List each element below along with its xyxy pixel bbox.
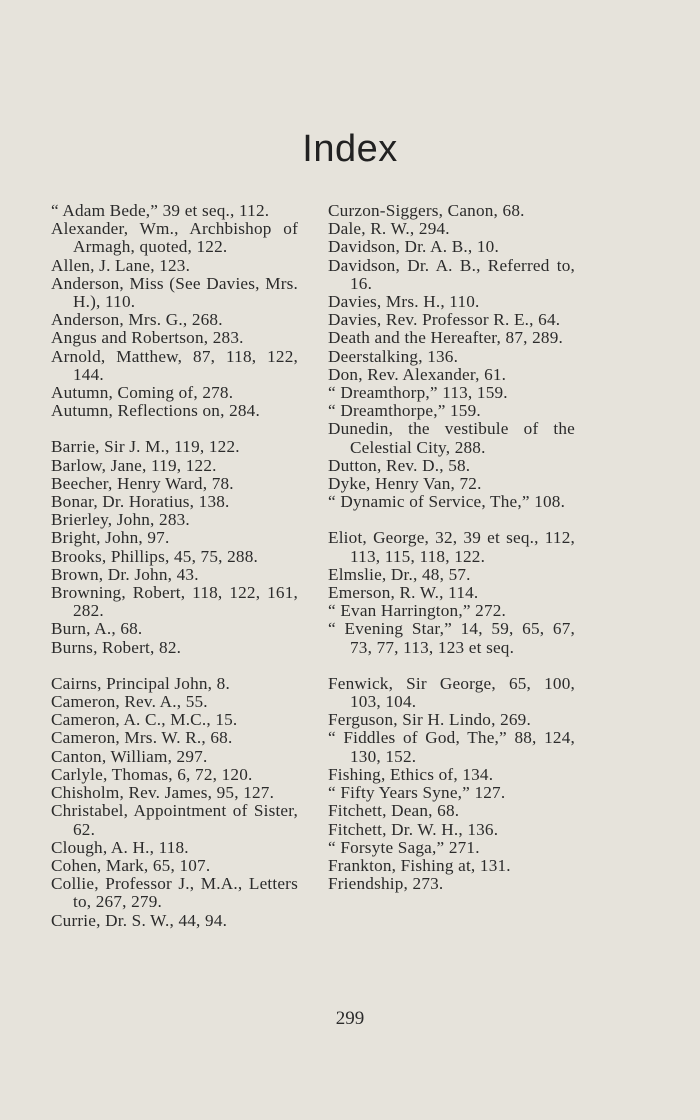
index-entry: “ Dynamic of Service, The,” 108.: [328, 492, 566, 512]
index-entry: Dyke, Henry Van, 72.: [328, 474, 482, 494]
index-entry: Dunedin, the vestibule of the Celestial City, 288.: [328, 419, 575, 457]
index-entry: Currie, Dr. S. W., 44, 94.: [51, 910, 228, 930]
index-entry: Fitchett, Dr. W. H., 136.: [328, 819, 499, 839]
index-entry: Emerson, R. W., 114.: [328, 583, 479, 603]
index-entry: Bonar, Dr. Horatius, 138.: [51, 492, 230, 512]
index-entry: Arnold, Matthew, 87, 118, 122, 144.: [51, 346, 298, 384]
index-entry: Bright, John, 97.: [51, 528, 170, 548]
index-entry: Angus and Robertson, 283.: [51, 328, 244, 348]
section-gap: [51, 657, 298, 675]
index-entry: Beecher, Henry Ward, 78.: [51, 473, 234, 493]
index-entry: “ Fifty Years Syne,” 127.: [328, 783, 506, 803]
index-entry: Don, Rev. Alexander, 61.: [328, 364, 507, 384]
index-entry: Frankton, Fishing at, 131.: [328, 855, 511, 875]
index-entry: Autumn, Reflections on, 284.: [51, 401, 260, 421]
index-entry: Davies, Rev. Professor R. E., 64.: [328, 310, 561, 330]
index-entry: “ Fiddles of God, The,” 88, 124, 130, 152.: [328, 728, 575, 766]
index-entry: Davies, Mrs. H., 110.: [328, 292, 480, 312]
index-entry: Cohen, Mark, 65, 107.: [51, 855, 211, 875]
index-entry: Davidson, Dr. A. B., 10.: [328, 237, 499, 257]
index-entry: Allen, J. Lane, 123.: [51, 255, 191, 275]
page-number: 299: [335, 1008, 365, 1029]
index-entry: Brooks, Phillips, 45, 75, 288.: [51, 546, 259, 566]
section-gap: [51, 420, 298, 438]
index-entry: “ Evening Star,” 14, 59, 65, 67, 73, 77, 113, 123 et seq.: [328, 619, 575, 657]
index-entry: Cameron, Rev. A., 55.: [51, 692, 208, 712]
index-entry: Ferguson, Sir H. Lindo, 269.: [328, 710, 531, 730]
index-column-right: [328, 202, 575, 893]
index-entry: “ Forsyte Saga,” 271.: [328, 837, 480, 857]
index-entry: Anderson, Miss (See Davies, Mrs. H.), 110.: [51, 273, 298, 312]
index-entry: Carlyle, Thomas, 6, 72, 120.: [51, 764, 253, 784]
index-entry: Eliot, George, 32, 39 et seq., 112, 113, 115, 118, 122.: [328, 528, 575, 566]
index-entry: “ Dreamthorp,” 113, 159.: [328, 383, 508, 403]
index-entry: Barrie, Sir J. M., 119, 122.: [51, 437, 240, 457]
index-entry: “ Dreamthorpe,” 159.: [328, 401, 481, 421]
index-entry: Burn, A., 68.: [51, 619, 143, 639]
index-entry: Clough, A. H., 118.: [51, 837, 189, 857]
index-entry: Cameron, Mrs. W. R., 68.: [51, 728, 233, 748]
index-entry: Browning, Robert, 118, 122, 161, 282.: [51, 583, 298, 621]
index-entry: Curzon-Siggers, Canon, 68.: [328, 201, 525, 220]
index-entry: “ Adam Bede,” 39 et seq., 112.: [51, 201, 270, 220]
index-entry: Davidson, Dr. A. B., Referred to, 16.: [328, 255, 575, 293]
index-entry: Chisholm, Rev. James, 95, 127.: [51, 783, 275, 803]
index-entry: Deerstalking, 136.: [328, 346, 459, 366]
index-entry: Fishing, Ethics of, 134.: [328, 764, 494, 784]
index-entry: Fenwick, Sir George, 65, 100, 103, 104.: [328, 673, 575, 712]
index-entry: Death and the Hereafter, 87, 289.: [328, 328, 563, 348]
page-title: Index: [302, 128, 398, 170]
index-entry: Collie, Professor J., M.A., Letters to, 267, 279.: [51, 874, 298, 912]
index-entry: Barlow, Jane, 119, 122.: [51, 455, 217, 475]
index-entry: Brown, Dr. John, 43.: [51, 564, 199, 584]
index-entry: Anderson, Mrs. G., 268.: [51, 310, 223, 330]
index-entry: Cairns, Principal John, 8.: [51, 673, 230, 693]
index-entry: Friendship, 273.: [328, 874, 444, 894]
index-column-left: [51, 202, 298, 930]
index-entry: Christabel, Appointment of Sister, 62.: [51, 801, 298, 839]
index-entry: Dutton, Rev. D., 58.: [328, 455, 471, 475]
index-entry: Dale, R. W., 294.: [328, 219, 450, 239]
index-entry: Alexander, Wm., Archbishop of Armagh, quoted, 122.: [51, 219, 298, 257]
index-entry: Autumn, Coming of, 278.: [51, 383, 234, 403]
index-entry: Brierley, John, 283.: [51, 510, 190, 530]
index-entry: Elmslie, Dr., 48, 57.: [328, 564, 471, 584]
index-entry: Burns, Robert, 82.: [51, 637, 182, 657]
section-gap: [328, 511, 575, 529]
index-entry: Canton, William, 297.: [51, 746, 208, 766]
section-gap: [328, 657, 575, 675]
index-entry: Fitchett, Dean, 68.: [328, 801, 460, 821]
index-entry: “ Evan Harrington,” 272.: [328, 601, 507, 621]
index-entry: Cameron, A. C., M.C., 15.: [51, 710, 238, 730]
